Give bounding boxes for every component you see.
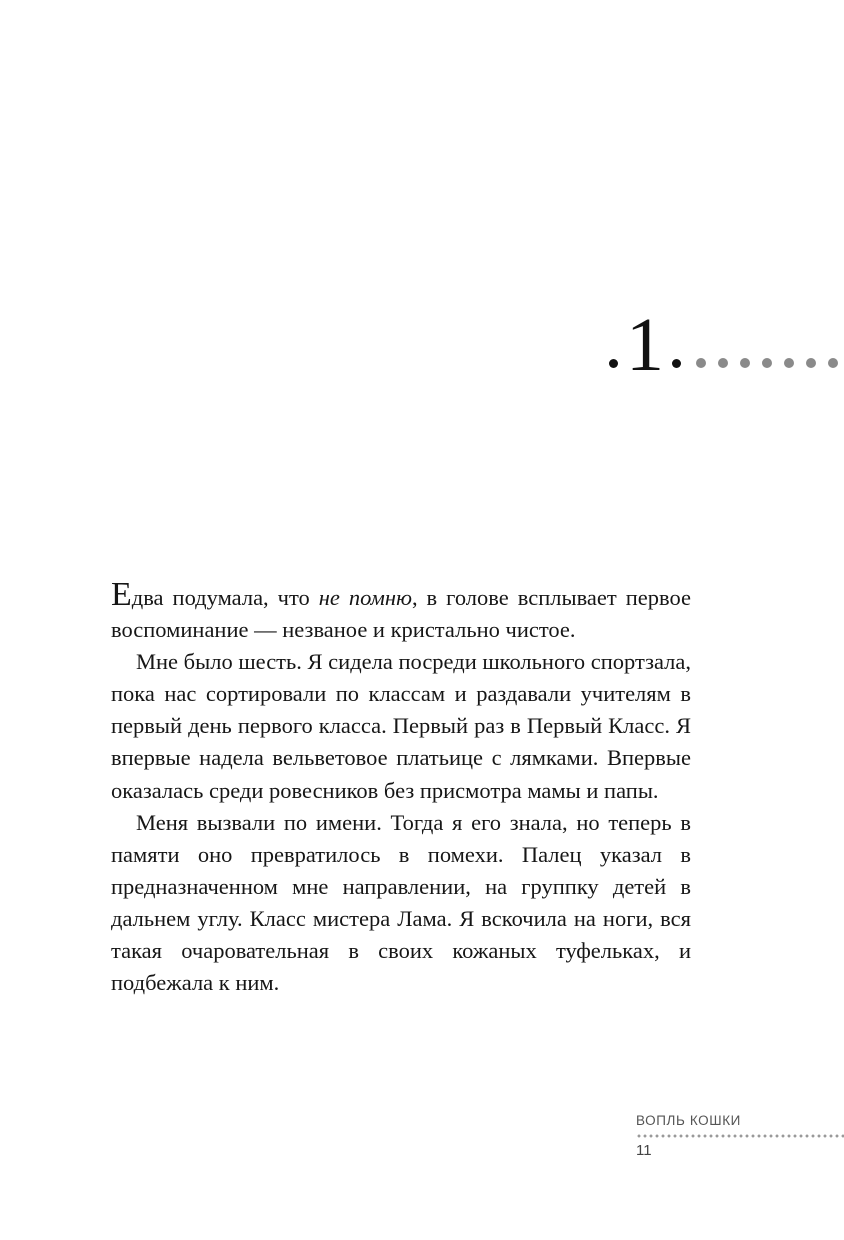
paragraph-1 <box>111 576 691 646</box>
chapter-lead-dot <box>609 359 618 368</box>
chapter-dotted-leader-dot <box>740 358 750 368</box>
chapter-dotted-leader-dot <box>696 358 706 368</box>
page-number: 11 <box>636 1142 652 1159</box>
chapter-dotted-leader-dot <box>784 358 794 368</box>
paragraph-1-text-a: два подумала, что <box>131 585 319 610</box>
chapter-dotted-leader-dot <box>806 358 816 368</box>
chapter-trail-dot <box>672 359 681 368</box>
paragraph-3: Меня вызвали по имени. Тогда я его знала, но теперь в памяти оно превратилось в помехи. Палец указал в предназначенном мне направлении, на группку детей в дальнем углу. Класс мистера Лама. Я вскочила на ноги, вся такая очаровательная в своих кожаных туфельках, и подбежала к ним. <box>111 809 691 996</box>
running-footer-book-title: ВОПЛЬ КОШКИ <box>636 1113 741 1128</box>
chapter-number: 1 <box>626 303 665 387</box>
chapter-dotted-leader-dot <box>718 358 728 368</box>
drop-cap: Е <box>111 576 132 613</box>
paragraph-1-text-b: , в голове всплывает первое воспоминание — незваное и кристально чистое. <box>111 585 691 643</box>
chapter-dotted-leader-dot <box>762 358 772 368</box>
paragraph-1-emphasis: не помню <box>318 585 412 610</box>
paragraph-2: Мне было шесть. Я сидела посреди школьного спортзала, пока нас сортировали по классам и раздавали учителям в первый день первого класса. Первый раз в Первый Класс. Я впервые надела вельветовое платьице с лямками. Впервые оказалась среди ровесников без присмотра мамы и папы. <box>111 649 691 803</box>
footer-dotted-rule <box>636 1134 844 1138</box>
chapter-body <box>111 576 691 999</box>
chapter-dotted-leader-dot <box>828 358 838 368</box>
